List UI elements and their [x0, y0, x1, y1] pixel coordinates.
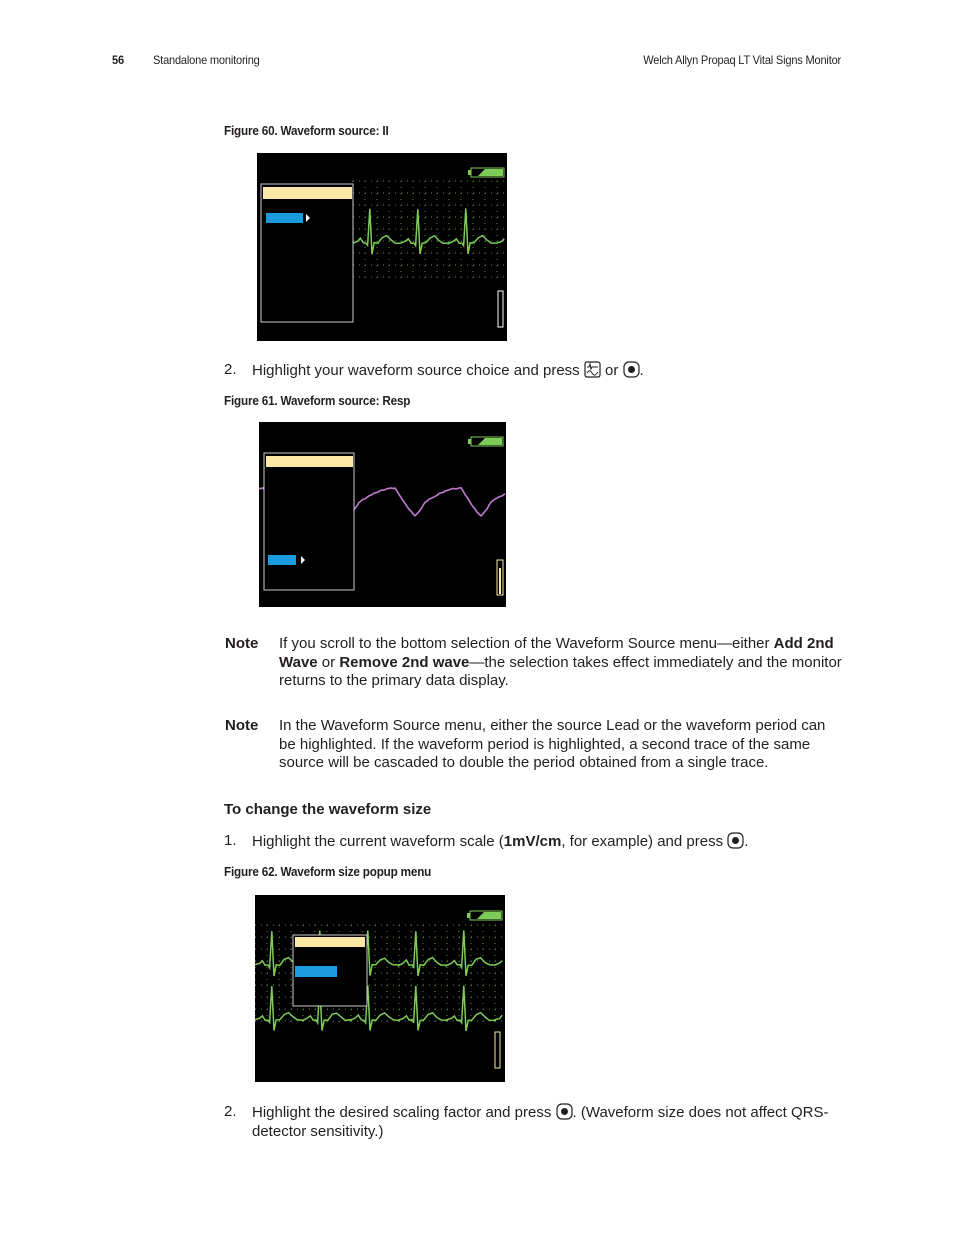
waveform-key-icon — [584, 361, 601, 378]
product-name: Welch Allyn Propaq LT Vital Signs Monitor — [643, 53, 841, 67]
ecg-trace — [353, 208, 504, 254]
figure-62-screen — [255, 895, 505, 1082]
ecg-grid — [353, 181, 507, 283]
select-button-icon — [623, 361, 640, 378]
figure-60-caption: Figure 60. Waveform source: II — [224, 123, 389, 138]
step-text-end: . (Waveform size does not affect QRS-detector sensitivity.) — [252, 1104, 829, 1140]
menu-title-bar — [263, 187, 352, 199]
add-2nd-wave-label: Add 2nd Wave — [279, 635, 834, 671]
note-text: In the Waveform Source menu, either the source Lead or the waveform period can be highlighted. If the waveform period is highlighted, a second trace of the same source will be cascaded to double the period obtained from a single trace. — [279, 717, 826, 771]
menu-panel — [261, 184, 353, 322]
page-number: 56 — [112, 53, 124, 67]
section-heading: To change the waveform size — [224, 801, 432, 818]
figure-60-screen — [257, 153, 507, 341]
section-name: Standalone monitoring — [153, 53, 260, 67]
menu-highlight — [266, 213, 303, 223]
step-text: Highlight the current waveform scale ( — [252, 833, 504, 850]
note-text — [279, 635, 845, 691]
note-text-part: or — [317, 653, 340, 671]
select-button-icon — [727, 832, 744, 849]
step-text-end: . — [639, 362, 644, 379]
menu-highlight — [268, 555, 296, 565]
step-select-scale — [224, 1103, 864, 1143]
note-text-part: If you scroll to the bottom selection of the Waveform Source menu—either — [279, 635, 774, 652]
step-text: Highlight your waveform source choice and press — [252, 362, 580, 379]
figure-60-screen-graphic — [257, 153, 507, 341]
battery-icon — [468, 437, 503, 446]
step-text-end: . — [744, 833, 749, 850]
note-text-part: —the selection takes effect immediately and the monitor returns to the primary data display. — [279, 653, 842, 689]
note-label: Note — [225, 635, 259, 652]
step-text: , for example) and press — [561, 833, 724, 850]
figure-62-screen-graphic — [255, 895, 505, 1082]
step-number: 1. — [224, 832, 237, 849]
level-gauge — [495, 1032, 500, 1068]
step-number: 2. — [224, 1103, 237, 1120]
step-select-source — [224, 361, 864, 381]
ecg-trace-lower — [255, 986, 502, 1031]
popup-highlight — [295, 966, 337, 977]
step-text: Highlight the desired scaling factor and press — [252, 1104, 552, 1121]
step-number: 2. — [224, 361, 237, 378]
battery-icon — [468, 168, 504, 177]
step-text-mid: or — [605, 362, 619, 379]
menu-panel — [264, 453, 354, 590]
scale-value: 1mV/cm — [503, 833, 562, 850]
note-label: Note — [225, 717, 259, 734]
popup-title-bar — [295, 937, 365, 947]
figure-62-caption: Figure 62. Waveform size popup menu — [224, 864, 432, 879]
step-highlight-scale — [224, 832, 864, 852]
figure-61-caption: Figure 61. Waveform source: Resp — [224, 393, 411, 408]
menu-title-bar — [266, 456, 353, 467]
remove-2nd-wave-label: Remove 2nd wave — [339, 653, 470, 671]
figure-61-screen — [259, 422, 506, 607]
level-gauge — [498, 291, 503, 327]
select-button-icon — [556, 1103, 573, 1120]
figure-61-screen-graphic — [259, 422, 506, 607]
battery-icon — [467, 911, 502, 920]
